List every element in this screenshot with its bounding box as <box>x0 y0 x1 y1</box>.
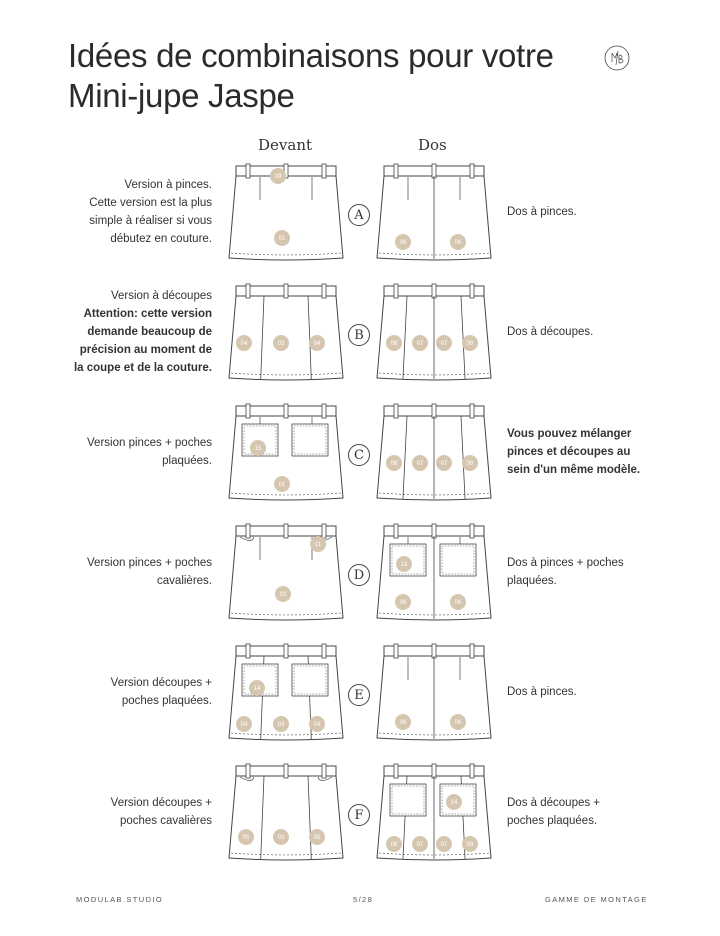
combination-letter-badge: B <box>348 324 370 346</box>
piece-number: 08 <box>390 461 398 468</box>
piece-number: 08 <box>466 341 474 348</box>
front-skirt-illustration <box>226 642 346 742</box>
piece-number-badge <box>450 714 466 730</box>
piece-number-badge <box>275 586 291 602</box>
back-description-line: Dos à découpes + <box>507 797 601 809</box>
front-skirt-illustration <box>226 282 346 382</box>
back-description-line: pinces et découpes au <box>507 446 631 458</box>
back-description <box>507 683 647 701</box>
title-line-2: Mini-jupe Jaspe <box>68 77 295 114</box>
front-warning-line: la coupe et de la couture. <box>73 362 212 374</box>
back-description-line: Dos à pinces + poches <box>507 557 624 569</box>
front-description <box>42 554 212 590</box>
piece-number: 03 <box>277 835 285 842</box>
combination-row-c <box>0 402 720 512</box>
piece-number-badge <box>309 829 325 845</box>
piece-number: 08 <box>466 461 474 468</box>
footer-page-number: 5/28 <box>353 895 374 904</box>
combination-letter-badge: D <box>348 564 370 586</box>
column-header-front: Devant <box>258 136 313 154</box>
piece-number-badge <box>236 716 252 732</box>
piece-number: 06 <box>399 600 407 607</box>
combination-letter-badge: F <box>348 804 370 826</box>
front-description-line: Version pinces + poches <box>87 437 212 449</box>
piece-number-badge <box>450 594 466 610</box>
front-description <box>42 674 212 710</box>
front-description-line: plaquées. <box>162 455 212 467</box>
piece-number: 14 <box>450 800 458 807</box>
piece-number: 14 <box>253 686 261 693</box>
piece-number-badge <box>309 716 325 732</box>
piece-number: 06 <box>454 720 462 727</box>
combination-letter-badge: E <box>348 684 370 706</box>
piece-number-badge <box>436 455 452 471</box>
piece-number: 07 <box>440 461 448 468</box>
piece-number-badge <box>238 829 254 845</box>
back-description-line: Dos à pinces. <box>507 206 577 218</box>
piece-number: 08 <box>390 341 398 348</box>
piece-number: 08 <box>466 842 474 849</box>
piece-number-badge <box>436 836 452 852</box>
back-skirt-illustration <box>374 522 494 622</box>
front-description <box>42 794 212 830</box>
back-description <box>507 554 647 590</box>
piece-number-badge <box>446 794 462 810</box>
piece-number-badge <box>436 335 452 351</box>
piece-number-badge <box>396 556 412 572</box>
front-warning-line: demande beaucoup de <box>87 326 212 338</box>
piece-number-badge <box>412 836 428 852</box>
piece-number: 09 <box>274 174 282 181</box>
back-skirt-illustration <box>374 282 494 382</box>
front-description-line: débutez en couture. <box>110 233 212 245</box>
front-description <box>42 287 212 377</box>
page-title <box>68 36 554 116</box>
combination-row-e <box>0 642 720 752</box>
front-skirt-illustration <box>226 522 346 622</box>
back-description-line: poches plaquées. <box>507 815 598 827</box>
front-description-line: Version découpes + <box>110 677 212 689</box>
piece-number: 01 <box>278 482 286 489</box>
piece-number: 07 <box>440 842 448 849</box>
footer-right: GAMME DE MONTAGE <box>545 895 648 904</box>
piece-number: 03 <box>277 722 285 729</box>
piece-number-badge <box>273 335 289 351</box>
front-skirt-illustration <box>226 402 346 502</box>
piece-number: 04 <box>313 341 321 348</box>
front-description <box>42 176 212 248</box>
footer-left: MODULAB.STUDIO <box>76 895 164 904</box>
front-description-line: Version découpes + <box>110 797 212 809</box>
piece-number: 04 <box>240 341 248 348</box>
piece-number-badge <box>309 335 325 351</box>
piece-number: 06 <box>454 600 462 607</box>
back-description <box>507 425 647 479</box>
piece-number: 05 <box>313 835 321 842</box>
piece-number: 03 <box>277 341 285 348</box>
piece-number: 05 <box>242 835 250 842</box>
piece-number-badge <box>270 168 286 184</box>
piece-number: 07 <box>440 341 448 348</box>
piece-number: 07 <box>416 842 424 849</box>
piece-number-badge <box>450 234 466 250</box>
piece-number-badge <box>412 335 428 351</box>
piece-number-badge <box>274 230 290 246</box>
piece-number-badge <box>274 476 290 492</box>
front-description-line: Version pinces + poches <box>87 557 212 569</box>
combination-letter-badge: A <box>348 204 370 226</box>
piece-number-badge <box>462 335 478 351</box>
front-description <box>42 434 212 470</box>
back-description-line: Dos à découpes. <box>507 326 594 338</box>
piece-number-badge <box>462 836 478 852</box>
front-skirt-illustration <box>226 162 346 262</box>
back-description-line: plaquées. <box>507 575 557 587</box>
piece-number-badge <box>395 714 411 730</box>
column-header-back: Dos <box>418 136 447 154</box>
front-skirt-illustration <box>226 762 346 862</box>
piece-number-badge <box>249 680 265 696</box>
front-warning-line: précision au moment de <box>79 344 212 356</box>
back-skirt-illustration <box>374 162 494 262</box>
piece-number-badge <box>395 594 411 610</box>
back-description-line: Dos à pinces. <box>507 686 577 698</box>
back-description-line: sein d'un même modèle. <box>507 464 641 476</box>
piece-number-badge <box>236 335 252 351</box>
piece-number-badge <box>310 536 326 552</box>
title-line-1: Idées de combinaisons pour votre <box>68 37 554 74</box>
back-description-line: Vous pouvez mélanger <box>507 428 632 440</box>
back-description <box>507 794 647 830</box>
combination-row-a <box>0 162 720 272</box>
front-description-line: cavalières. <box>157 575 212 587</box>
combination-row-b <box>0 282 720 392</box>
piece-number: 11 <box>314 542 322 549</box>
back-description <box>507 323 647 341</box>
piece-number: 04 <box>313 722 321 729</box>
front-description-line: Version à découpes <box>110 290 212 302</box>
front-description-line: poches plaquées. <box>121 695 212 707</box>
mb-monogram-icon <box>604 45 630 71</box>
piece-number: 07 <box>416 341 424 348</box>
back-description <box>507 203 647 221</box>
piece-number: 08 <box>390 842 398 849</box>
piece-number: 02 <box>279 592 287 599</box>
combination-row-d <box>0 522 720 632</box>
front-description-line: Version à pinces. <box>124 179 212 191</box>
piece-number: 04 <box>240 722 248 729</box>
piece-number-badge <box>386 836 402 852</box>
piece-number: 06 <box>399 240 407 247</box>
front-description-line: Cette version est la plus <box>89 197 212 209</box>
piece-number: 15 <box>254 446 262 453</box>
piece-number: 07 <box>416 461 424 468</box>
front-description-line: simple à réaliser si vous <box>89 215 212 227</box>
piece-number-badge <box>462 455 478 471</box>
back-skirt-illustration <box>374 402 494 502</box>
piece-number: 06 <box>454 240 462 247</box>
piece-number-badge <box>386 335 402 351</box>
back-skirt-illustration <box>374 642 494 742</box>
back-skirt-illustration <box>374 762 494 862</box>
piece-number-badge <box>386 455 402 471</box>
piece-number-badge <box>273 829 289 845</box>
piece-number: 01 <box>278 236 286 243</box>
piece-number-badge <box>250 440 266 456</box>
piece-number-badge <box>412 455 428 471</box>
piece-number: 06 <box>399 720 407 727</box>
piece-number-badge <box>273 716 289 732</box>
front-warning-line: Attention: cette version <box>83 308 212 320</box>
front-description-line: poches cavalières <box>119 815 212 827</box>
combination-letter-badge: C <box>348 444 370 466</box>
piece-number: 13 <box>400 562 408 569</box>
combination-row-f <box>0 762 720 872</box>
piece-number-badge <box>395 234 411 250</box>
